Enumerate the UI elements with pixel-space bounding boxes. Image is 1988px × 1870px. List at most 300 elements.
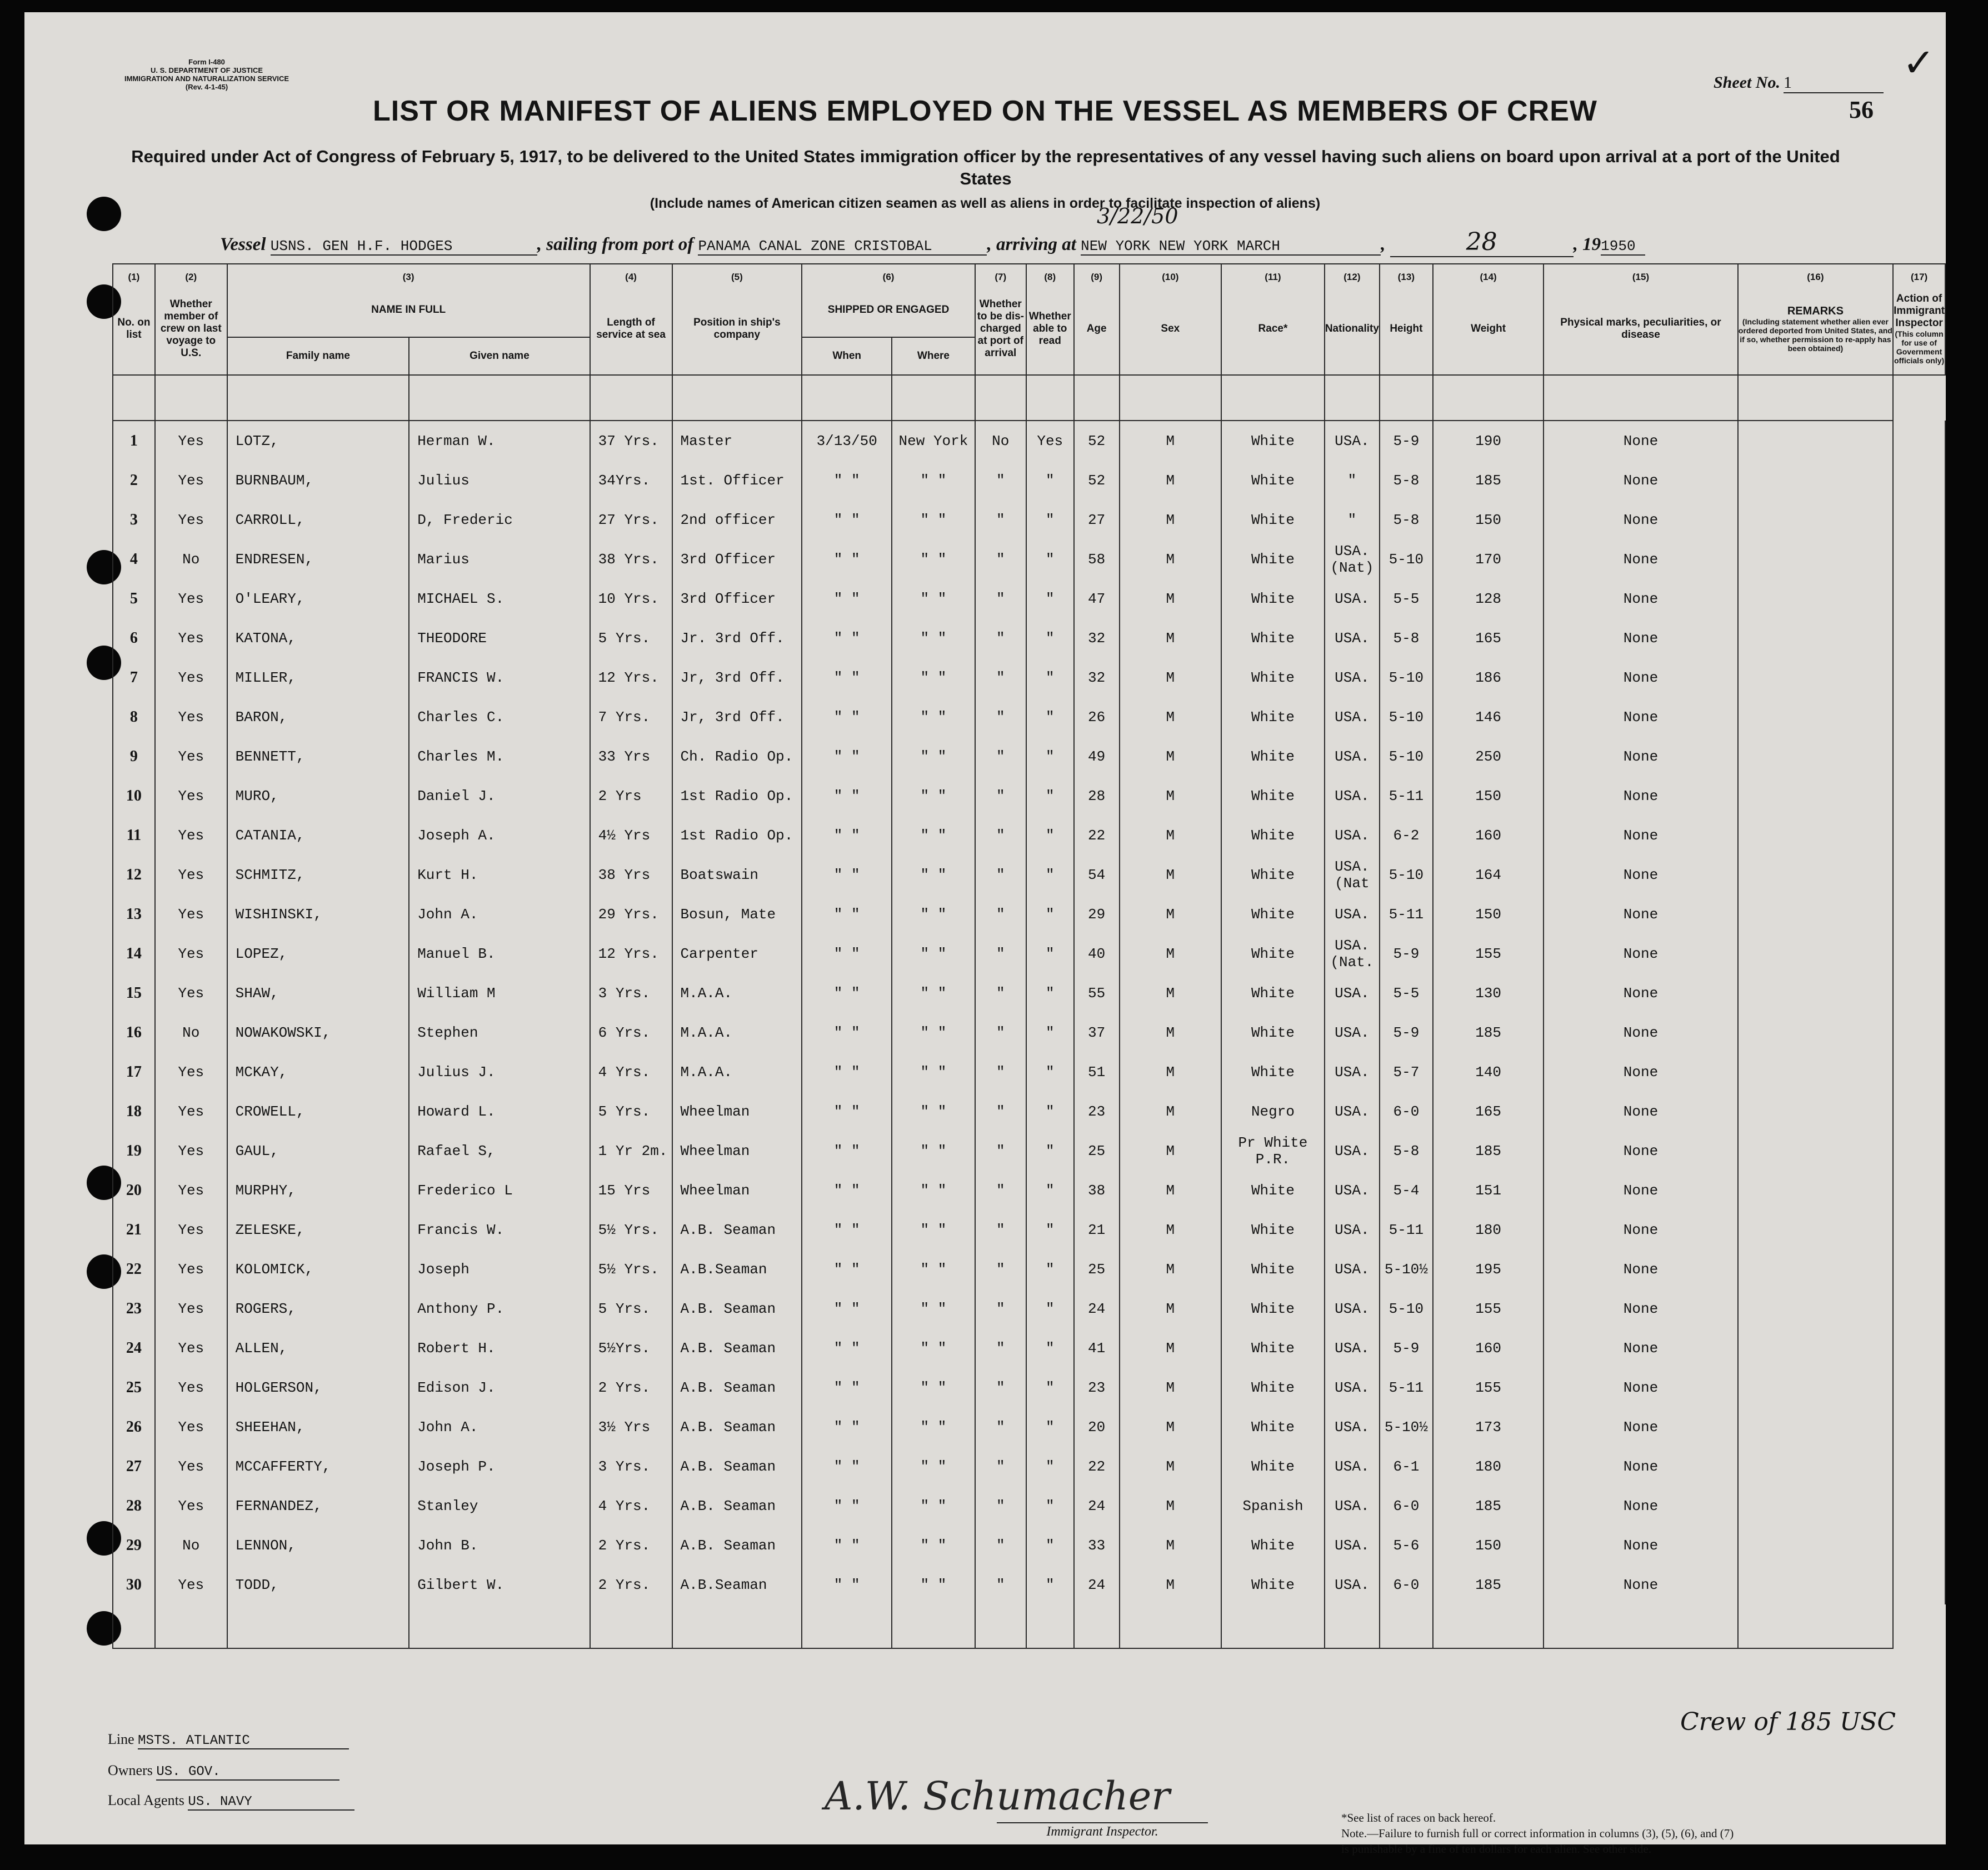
member-last-voyage: Yes — [155, 697, 227, 737]
shipped-when: " " — [802, 1526, 892, 1565]
length-of-service: 1 Yr 2m. — [590, 1131, 672, 1171]
remarks-cell — [1738, 658, 1894, 697]
physical-marks: None — [1544, 1328, 1737, 1368]
shipped-when: " " — [802, 934, 892, 973]
row-number: 12 — [113, 855, 155, 894]
able-to-read: " — [1026, 500, 1074, 539]
age: 20 — [1074, 1407, 1120, 1447]
age: 51 — [1074, 1052, 1120, 1092]
length-of-service: 2 Yrs. — [590, 1368, 672, 1407]
able-to-read: " — [1026, 1407, 1074, 1447]
shipped-when: " " — [802, 1407, 892, 1447]
shipped-when: " " — [802, 1171, 892, 1210]
race: White — [1221, 776, 1325, 816]
colnum: (14) — [1433, 264, 1544, 283]
given-name: William M — [409, 973, 590, 1013]
shipped-when: " " — [802, 579, 892, 618]
colnum: (4) — [590, 264, 672, 283]
shipped-when: 3/13/50 — [802, 421, 892, 461]
member-last-voyage: Yes — [155, 737, 227, 776]
check-mark: ✓ — [1902, 40, 1935, 86]
height: 5-10 — [1380, 855, 1433, 894]
row-number: 15 — [113, 973, 155, 1013]
age: 38 — [1074, 1171, 1120, 1210]
given-name: Kurt H. — [409, 855, 590, 894]
shipped-where: " " — [892, 1526, 975, 1565]
race: White — [1221, 579, 1325, 618]
physical-marks: None — [1544, 579, 1737, 618]
inspector-action-cell — [1893, 776, 1945, 816]
inspector-action-cell — [1893, 1526, 1945, 1565]
arrival-port: NEW YORK NEW YORK MARCH — [1081, 238, 1381, 256]
remarks-cell — [1738, 1171, 1894, 1210]
discharged: " — [975, 1052, 1026, 1092]
length-of-service: 34Yrs. — [590, 461, 672, 500]
physical-marks: None — [1544, 1249, 1737, 1289]
length-of-service: 38 Yrs. — [590, 539, 672, 579]
age: 32 — [1074, 658, 1120, 697]
position: A.B. Seaman — [672, 1486, 802, 1526]
sex: M — [1120, 421, 1222, 461]
given-name: Manuel B. — [409, 934, 590, 973]
age: 24 — [1074, 1486, 1120, 1526]
length-of-service: 12 Yrs. — [590, 934, 672, 973]
header-marks: Physical marks, peculiarities, or disease — [1544, 283, 1737, 375]
discharged: " — [975, 1013, 1026, 1052]
sex: M — [1120, 1092, 1222, 1131]
remarks-cell — [1738, 461, 1894, 500]
able-to-read: " — [1026, 618, 1074, 658]
age: 24 — [1074, 1289, 1120, 1328]
position: Jr, 3rd Off. — [672, 658, 802, 697]
sex: M — [1120, 1249, 1222, 1289]
given-name: Stephen — [409, 1013, 590, 1052]
member-last-voyage: Yes — [155, 973, 227, 1013]
table-row — [113, 1171, 1945, 1210]
header-nationality: Nationality — [1325, 283, 1380, 375]
row-number: 3 — [113, 500, 155, 539]
race: White — [1221, 1447, 1325, 1486]
row-number: 29 — [113, 1526, 155, 1565]
inspector-signature: A.W. Schumacher — [825, 1773, 1170, 1819]
shipped-when: " " — [802, 1368, 892, 1407]
height: 5-8 — [1380, 461, 1433, 500]
able-to-read: " — [1026, 1210, 1074, 1249]
nationality: USA. — [1325, 1526, 1380, 1565]
position: A.B. Seaman — [672, 1407, 802, 1447]
nationality: USA. — [1325, 1052, 1380, 1092]
weight: 164 — [1433, 855, 1544, 894]
member-last-voyage: Yes — [155, 500, 227, 539]
header-action: Action of Immigrant Inspector (This column for use of Government officials only) — [1893, 283, 1945, 375]
inspector-action-cell — [1893, 1368, 1945, 1407]
height: 5-11 — [1380, 1210, 1433, 1249]
position: 1st Radio Op. — [672, 816, 802, 855]
family-name: BENNETT, — [227, 737, 409, 776]
position: M.A.A. — [672, 1013, 802, 1052]
sheet-number-label: Sheet No. — [1714, 73, 1780, 92]
age: 23 — [1074, 1368, 1120, 1407]
member-last-voyage: Yes — [155, 1407, 227, 1447]
requirement-text: Required under Act of Congress of February 5, 1917, to be delivered to the United States immigration officer by the representatives of any vessel having such aliens on board upon arrival at a port of the United States — [131, 147, 1840, 188]
race: White — [1221, 1407, 1325, 1447]
nationality: USA. — [1325, 658, 1380, 697]
race: White — [1221, 1210, 1325, 1249]
physical-marks: None — [1544, 1447, 1737, 1486]
inspector-action-cell — [1893, 1486, 1945, 1526]
member-last-voyage: Yes — [155, 1565, 227, 1604]
member-last-voyage: Yes — [155, 421, 227, 461]
weight: 165 — [1433, 1092, 1544, 1131]
shipped-where: " " — [892, 1249, 975, 1289]
header-member: Whether member of crew on last voyage to U.S. — [155, 283, 227, 375]
position: 2nd officer — [672, 500, 802, 539]
weight: 165 — [1433, 618, 1544, 658]
remarks-cell — [1738, 1289, 1894, 1328]
handwritten-date: 3/22/50 — [1097, 204, 1178, 228]
age: 22 — [1074, 1447, 1120, 1486]
height: 5-10 — [1380, 737, 1433, 776]
weight: 160 — [1433, 1328, 1544, 1368]
remarks-cell — [1738, 1368, 1894, 1407]
given-name: Daniel J. — [409, 776, 590, 816]
given-name: Julius — [409, 461, 590, 500]
shipped-where: " " — [892, 776, 975, 816]
height: 5-8 — [1380, 500, 1433, 539]
able-to-read: " — [1026, 1289, 1074, 1328]
table-row — [113, 1368, 1945, 1407]
given-name: Robert H. — [409, 1328, 590, 1368]
colnum: (16) — [1738, 264, 1894, 283]
position: A.B. Seaman — [672, 1368, 802, 1407]
line-field: Line MSTS. ATLANTIC — [108, 1731, 349, 1749]
inspector-action-cell — [1893, 855, 1945, 894]
row-number: 17 — [113, 1052, 155, 1092]
table-row — [113, 461, 1945, 500]
row-number: 28 — [113, 1486, 155, 1526]
table-row — [113, 816, 1945, 855]
arrival-date: 28 — [1390, 228, 1574, 257]
header-no: No. on list — [113, 283, 155, 375]
given-name: D, Frederic — [409, 500, 590, 539]
height: 5-10½ — [1380, 1249, 1433, 1289]
sex: M — [1120, 579, 1222, 618]
shipped-when: " " — [802, 1131, 892, 1171]
family-name: MURO, — [227, 776, 409, 816]
remarks-cell — [1738, 973, 1894, 1013]
height: 5-11 — [1380, 894, 1433, 934]
member-last-voyage: Yes — [155, 1210, 227, 1249]
nationality: USA. — [1325, 1447, 1380, 1486]
able-to-read: " — [1026, 1171, 1074, 1210]
race: White — [1221, 737, 1325, 776]
family-name: LENNON, — [227, 1526, 409, 1565]
shipped-where: " " — [892, 1210, 975, 1249]
discharged: " — [975, 658, 1026, 697]
physical-marks: None — [1544, 1368, 1737, 1407]
member-last-voyage: No — [155, 539, 227, 579]
family-name: ZELESKE, — [227, 1210, 409, 1249]
physical-marks: None — [1544, 1565, 1737, 1604]
shipped-when: " " — [802, 1210, 892, 1249]
position: Wheelman — [672, 1131, 802, 1171]
weight: 185 — [1433, 461, 1544, 500]
header-age: Age — [1074, 283, 1120, 375]
header-shipped: SHIPPED OR ENGAGED — [802, 283, 975, 337]
shipped-where: " " — [892, 500, 975, 539]
position: A.B. Seaman — [672, 1328, 802, 1368]
position: Boatswain — [672, 855, 802, 894]
position: 3rd Officer — [672, 579, 802, 618]
given-name: THEODORE — [409, 618, 590, 658]
shipped-where: " " — [892, 579, 975, 618]
discharged: " — [975, 618, 1026, 658]
sex: M — [1120, 1131, 1222, 1171]
physical-marks: None — [1544, 1407, 1737, 1447]
remarks-cell — [1738, 618, 1894, 658]
family-name: MILLER, — [227, 658, 409, 697]
height: 6-1 — [1380, 1447, 1433, 1486]
race: White — [1221, 855, 1325, 894]
age: 37 — [1074, 1013, 1120, 1052]
shipped-when: " " — [802, 500, 892, 539]
given-name: Charles C. — [409, 697, 590, 737]
weight: 155 — [1433, 1368, 1544, 1407]
height: 5-10 — [1380, 539, 1433, 579]
member-last-voyage: Yes — [155, 1052, 227, 1092]
shipped-when: " " — [802, 618, 892, 658]
race: White — [1221, 1328, 1325, 1368]
discharged: " — [975, 737, 1026, 776]
header-family-name: Family name — [227, 337, 409, 375]
length-of-service: 3 Yrs. — [590, 973, 672, 1013]
physical-marks: None — [1544, 1092, 1737, 1131]
inspector-action-cell — [1893, 1131, 1945, 1171]
age: 29 — [1074, 894, 1120, 934]
crew-table — [112, 263, 1946, 1649]
member-last-voyage: Yes — [155, 618, 227, 658]
remarks-cell — [1738, 1486, 1894, 1526]
race: Negro — [1221, 1092, 1325, 1131]
row-number: 4 — [113, 539, 155, 579]
colnum: (13) — [1380, 264, 1433, 283]
member-last-voyage: Yes — [155, 1368, 227, 1407]
header-race: Race* — [1221, 283, 1325, 375]
age: 52 — [1074, 461, 1120, 500]
weight: 195 — [1433, 1249, 1544, 1289]
able-to-read: " — [1026, 1052, 1074, 1092]
able-to-read: " — [1026, 776, 1074, 816]
nationality: USA.(Nat. — [1325, 934, 1380, 973]
remarks-cell — [1738, 500, 1894, 539]
shipped-when: " " — [802, 973, 892, 1013]
nationality: " — [1325, 461, 1380, 500]
height: 5-6 — [1380, 1526, 1433, 1565]
shipped-where: New York — [892, 421, 975, 461]
remarks-cell — [1738, 1092, 1894, 1131]
remarks-cell — [1738, 539, 1894, 579]
shipped-when: " " — [802, 737, 892, 776]
table-row — [113, 500, 1945, 539]
discharged: " — [975, 1210, 1026, 1249]
family-name: LOTZ, — [227, 421, 409, 461]
row-number: 19 — [113, 1131, 155, 1171]
able-to-read: " — [1026, 1565, 1074, 1604]
row-number: 10 — [113, 776, 155, 816]
shipped-when: " " — [802, 1092, 892, 1131]
shipped-when: " " — [802, 1249, 892, 1289]
form-identifier — [124, 58, 289, 91]
owners-value: US. GOV. — [156, 1764, 339, 1781]
shipped-when: " " — [802, 461, 892, 500]
shipped-where: " " — [892, 816, 975, 855]
given-name: Herman W. — [409, 421, 590, 461]
shipped-when: " " — [802, 1052, 892, 1092]
physical-marks: None — [1544, 776, 1737, 816]
discharged: No — [975, 421, 1026, 461]
sex: M — [1120, 855, 1222, 894]
row-number: 22 — [113, 1249, 155, 1289]
able-to-read: " — [1026, 658, 1074, 697]
nationality: USA. — [1325, 697, 1380, 737]
length-of-service: 33 Yrs — [590, 737, 672, 776]
remarks-cell — [1738, 1407, 1894, 1447]
inspector-action-cell — [1893, 1289, 1945, 1328]
family-name: ROGERS, — [227, 1289, 409, 1328]
length-of-service: 3½ Yrs — [590, 1407, 672, 1447]
colnum: (8) — [1026, 264, 1074, 283]
given-name: Joseph A. — [409, 816, 590, 855]
family-name: CARROLL, — [227, 500, 409, 539]
nationality: USA. — [1325, 1368, 1380, 1407]
race: White — [1221, 697, 1325, 737]
physical-marks: None — [1544, 618, 1737, 658]
nationality: USA. — [1325, 618, 1380, 658]
inspector-action-cell — [1893, 816, 1945, 855]
weight: 155 — [1433, 1289, 1544, 1328]
shipped-where: " " — [892, 1013, 975, 1052]
able-to-read: " — [1026, 461, 1074, 500]
arrival-year: 1950 — [1601, 238, 1645, 256]
shipped-where: " " — [892, 618, 975, 658]
sex: M — [1120, 658, 1222, 697]
able-to-read: " — [1026, 816, 1074, 855]
given-name: Charles M. — [409, 737, 590, 776]
nationality: USA. — [1325, 1210, 1380, 1249]
sex: M — [1120, 1328, 1222, 1368]
header-discharged: Whether to be dis-charged at port of arrival — [975, 283, 1026, 375]
discharged: " — [975, 1565, 1026, 1604]
remarks-cell — [1738, 776, 1894, 816]
physical-marks: None — [1544, 855, 1737, 894]
able-to-read: " — [1026, 1131, 1074, 1171]
discharged: " — [975, 500, 1026, 539]
age: 22 — [1074, 816, 1120, 855]
colnum: (7) — [975, 264, 1026, 283]
discharged: " — [975, 973, 1026, 1013]
position: Wheelman — [672, 1092, 802, 1131]
physical-marks: None — [1544, 1289, 1737, 1328]
family-name: CROWELL, — [227, 1092, 409, 1131]
family-name: CATANIA, — [227, 816, 409, 855]
age: 32 — [1074, 618, 1120, 658]
row-number: 30 — [113, 1565, 155, 1604]
position: Master — [672, 421, 802, 461]
member-last-voyage: Yes — [155, 934, 227, 973]
inspector-action-cell — [1893, 1052, 1945, 1092]
row-number: 11 — [113, 816, 155, 855]
weight: 186 — [1433, 658, 1544, 697]
colnum: (5) — [672, 264, 802, 283]
height: 5-8 — [1380, 618, 1433, 658]
length-of-service: 4 Yrs. — [590, 1052, 672, 1092]
inspector-action-cell — [1893, 618, 1945, 658]
length-of-service: 38 Yrs — [590, 855, 672, 894]
weight: 250 — [1433, 737, 1544, 776]
height: 5-5 — [1380, 579, 1433, 618]
member-last-voyage: Yes — [155, 855, 227, 894]
nationality: USA. — [1325, 776, 1380, 816]
weight: 146 — [1433, 697, 1544, 737]
row-number: 24 — [113, 1328, 155, 1368]
position: A.B.Seaman — [672, 1565, 802, 1604]
family-name: ALLEN, — [227, 1328, 409, 1368]
member-last-voyage: No — [155, 1526, 227, 1565]
nationality: USA. — [1325, 1171, 1380, 1210]
sex: M — [1120, 1171, 1222, 1210]
physical-marks: None — [1544, 658, 1737, 697]
physical-marks: None — [1544, 737, 1737, 776]
row-number: 6 — [113, 618, 155, 658]
table-row — [113, 1526, 1945, 1565]
weight: 150 — [1433, 894, 1544, 934]
sex: M — [1120, 1210, 1222, 1249]
shipped-where: " " — [892, 1565, 975, 1604]
discharged: " — [975, 1249, 1026, 1289]
table-row — [113, 658, 1945, 697]
discharged: " — [975, 697, 1026, 737]
inspector-action-cell — [1893, 539, 1945, 579]
height: 5-7 — [1380, 1052, 1433, 1092]
nationality: USA.(Nat) — [1325, 539, 1380, 579]
table-row — [113, 1447, 1945, 1486]
inspector-action-cell — [1893, 1407, 1945, 1447]
nationality: USA. — [1325, 1328, 1380, 1368]
physical-marks: None — [1544, 973, 1737, 1013]
nationality: USA. — [1325, 816, 1380, 855]
owners-field: Owners US. GOV. — [108, 1762, 339, 1781]
length-of-service: 29 Yrs. — [590, 894, 672, 934]
race: Pr White P.R. — [1221, 1131, 1325, 1171]
inspector-action-cell — [1893, 934, 1945, 973]
length-of-service: 5½ Yrs. — [590, 1249, 672, 1289]
inspector-action-cell — [1893, 737, 1945, 776]
discharged: " — [975, 1368, 1026, 1407]
family-name: GAUL, — [227, 1131, 409, 1171]
height: 5-10½ — [1380, 1407, 1433, 1447]
nationality: USA. — [1325, 1407, 1380, 1447]
position: Jr, 3rd Off. — [672, 697, 802, 737]
nationality: USA. — [1325, 421, 1380, 461]
weight: 180 — [1433, 1447, 1544, 1486]
discharged: " — [975, 1526, 1026, 1565]
length-of-service: 5 Yrs. — [590, 1092, 672, 1131]
weight: 150 — [1433, 1526, 1544, 1565]
length-of-service: 3 Yrs. — [590, 1447, 672, 1486]
given-name: Marius — [409, 539, 590, 579]
shipped-where: " " — [892, 1447, 975, 1486]
header-read: Whether able to read — [1026, 283, 1074, 375]
